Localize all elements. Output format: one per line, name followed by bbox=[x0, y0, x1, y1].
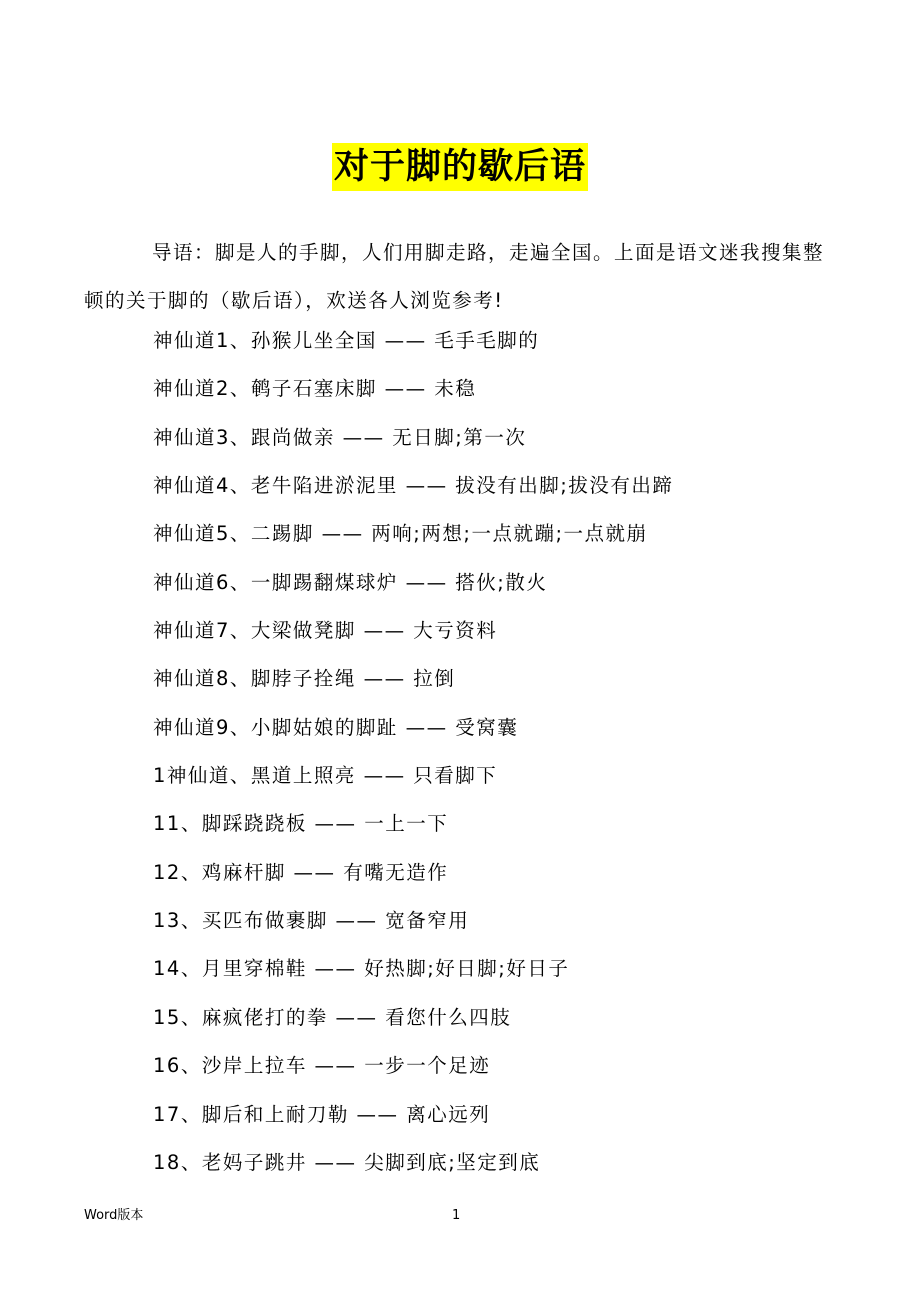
proverb-item: 18、老妈子跳井 —— 尖脚到底;坚定到底 bbox=[153, 1150, 541, 1174]
proverb-item: 1神仙道、黑道上照亮 —— 只看脚下 bbox=[153, 764, 498, 788]
proverb-item: 17、脚后和上耐刀勒 —— 离心远列 bbox=[153, 1102, 491, 1126]
proverb-item: 神仙道7、大梁做凳脚 —— 大亏资料 bbox=[153, 619, 498, 643]
page-number: 1 bbox=[452, 1208, 461, 1223]
title-wrapper bbox=[0, 143, 920, 191]
proverb-item: 12、鸡麻杆脚 —— 有嘴无造作 bbox=[153, 860, 449, 884]
document-title: 对于脚的歇后语 bbox=[332, 143, 588, 191]
proverb-item: 16、沙岸上拉车 —— 一步一个足迹 bbox=[153, 1054, 491, 1078]
proverb-item: 神仙道9、小脚姑娘的脚趾 —— 受窝囊 bbox=[153, 715, 519, 739]
proverb-item: 神仙道6、一脚踢翻煤球炉 —— 搭伙;散火 bbox=[153, 570, 548, 594]
proverb-item: 神仙道1、孙猴儿坐全国 —— 毛手毛脚的 bbox=[153, 329, 540, 352]
proverb-item: 神仙道5、二踢脚 —— 两响;两想;一点就蹦;一点就崩 bbox=[153, 522, 648, 546]
proverb-item: 14、月里穿棉鞋 —— 好热脚;好日脚;好日子 bbox=[153, 957, 570, 981]
proverb-item: 神仙道3、跟尚做亲 —— 无日脚;第一次 bbox=[153, 425, 527, 449]
proverb-item: 11、脚踩跷跷板 —— 一上一下 bbox=[153, 812, 449, 836]
proverb-item: 神仙道8、脚脖子拴绳 —— 拉倒 bbox=[153, 667, 456, 691]
proverb-item: 神仙道4、老牛陷进淤泥里 —— 拔没有出脚;拔没有出蹄 bbox=[153, 474, 674, 498]
proverb-item: 13、买匹布做裹脚 —— 宽备窄用 bbox=[153, 909, 470, 933]
proverb-item: 神仙道2、鹌子石塞床脚 —— 未稳 bbox=[153, 377, 477, 401]
proverb-item: 15、麻疯佬打的拳 —— 看您什么四肢 bbox=[153, 1005, 512, 1029]
footer-label: Word版本 bbox=[84, 1208, 144, 1223]
proverb-list bbox=[153, 317, 843, 1187]
intro-paragraph: 导语：脚是人的手脚，人们用脚走路，走遍全国。上面是语文迷我搜集整顿的关于脚的（歇后语），欢送各人浏览参考! bbox=[84, 241, 825, 312]
